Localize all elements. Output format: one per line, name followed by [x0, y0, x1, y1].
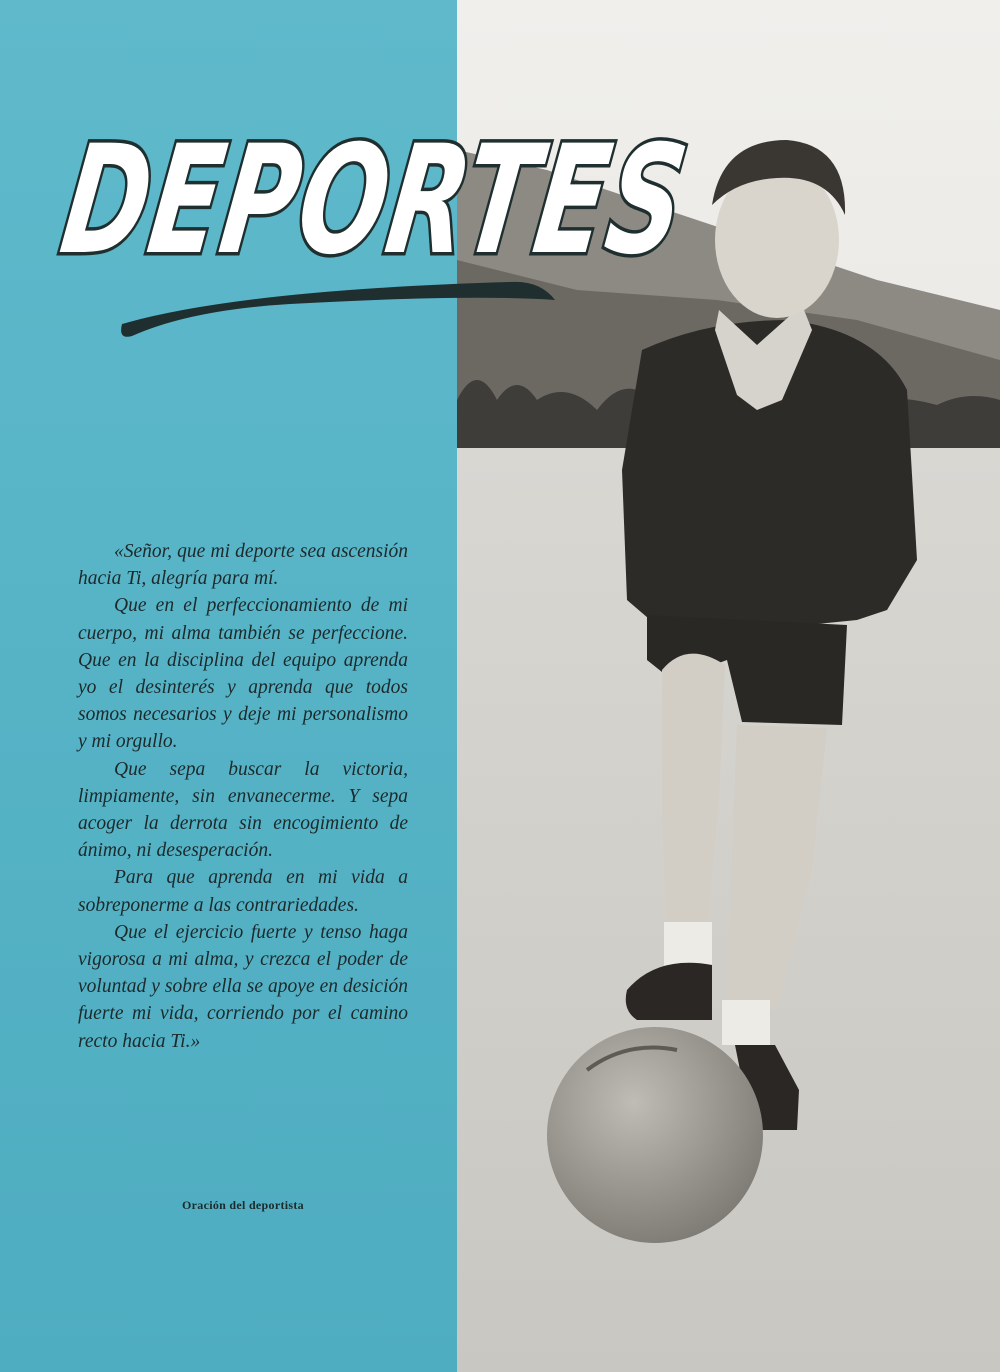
title-text: DEPORTES — [52, 112, 979, 288]
prayer-paragraph: Que el ejercicio fuerte y tenso haga vigorosa a mi alma, y crezca el poder de voluntad y sobre ella se apoye en desición fuerte mi vida, corriendo por el camino recto hacia Ti.» — [78, 921, 408, 1052]
prayer-text — [78, 538, 408, 1055]
prayer-paragraph: Para que aprenda en mi vida a sobreponerme a las contrariedades. — [78, 867, 408, 916]
title-block — [40, 92, 979, 342]
title-underline — [121, 282, 555, 337]
prayer-paragraph: Que sepa buscar la victoria, limpiamente, sin envanecerme. Y sepa acoger la derrota sin encogimiento de ánimo, ni desesperación. — [78, 758, 408, 862]
prayer-paragraph: «Señor, que mi deporte sea ascensión hacia Ti, alegría para mí. — [78, 541, 408, 590]
prayer-signature: Oración del deportista — [182, 1198, 304, 1212]
prayer-paragraph: Que en el perfeccionamiento de mi cuerpo, mi alma también se perfeccione. Que en la disciplina del equipo aprenda yo el desinterés y aprenda que todos somos necesarios y deje mi personalismo y mi orgullo. — [78, 595, 408, 753]
